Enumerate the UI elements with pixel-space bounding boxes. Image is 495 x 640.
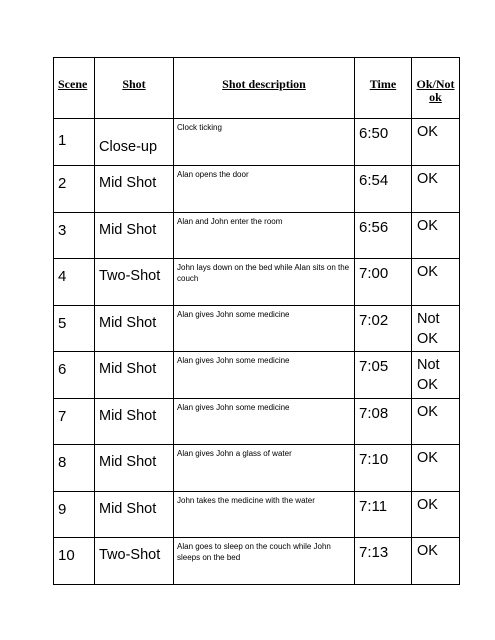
header-shot: Shot — [95, 58, 174, 119]
shot-type: Two-Shot — [95, 259, 174, 306]
ok-status: OK — [412, 445, 460, 492]
scene-number: 9 — [54, 491, 95, 538]
shot-description: Alan goes to sleep on the couch while John sleeps on the bed — [174, 538, 355, 585]
scene-number: 5 — [54, 305, 95, 352]
scene-number: 4 — [54, 259, 95, 306]
shot-type: Mid Shot — [95, 212, 174, 259]
shot-type: Close-up — [95, 119, 174, 166]
shot-description: Alan gives John some medicine — [174, 305, 355, 352]
shot-type: Mid Shot — [95, 305, 174, 352]
ok-status: OK — [412, 166, 460, 213]
scene-number: 1 — [54, 119, 95, 166]
shot-type: Mid Shot — [95, 445, 174, 492]
ok-status: OK — [412, 259, 460, 306]
shot-description: Alan gives John a glass of water — [174, 445, 355, 492]
shot-description: John takes the medicine with the water — [174, 491, 355, 538]
shot-type: Mid Shot — [95, 166, 174, 213]
ok-status: OK — [412, 538, 460, 585]
ok-status: Not OK — [412, 305, 460, 352]
table-row — [54, 119, 460, 166]
shot-description: Alan opens the door — [174, 166, 355, 213]
ok-status: Not OK — [412, 352, 460, 399]
shot-time: 7:10 — [355, 445, 412, 492]
ok-status: OK — [412, 212, 460, 259]
shot-description: Alan and John enter the room — [174, 212, 355, 259]
table-row — [54, 212, 460, 259]
shot-time: 6:56 — [355, 212, 412, 259]
shot-time: 6:50 — [355, 119, 412, 166]
table-row — [54, 538, 460, 585]
table-row — [54, 352, 460, 399]
header-row — [54, 58, 460, 119]
shot-description: Clock ticking — [174, 119, 355, 166]
ok-status: OK — [412, 398, 460, 445]
shot-description: Alan gives John some medicine — [174, 398, 355, 445]
table-row — [54, 445, 460, 492]
table-row — [54, 259, 460, 306]
header-scene: Scene — [54, 58, 95, 119]
shot-description: John lays down on the bed while Alan sits on the couch — [174, 259, 355, 306]
shot-description: Alan gives John some medicine — [174, 352, 355, 399]
header-time: Time — [355, 58, 412, 119]
scene-number: 7 — [54, 398, 95, 445]
shot-list-table — [53, 57, 460, 585]
shot-time: 6:54 — [355, 166, 412, 213]
shot-type: Mid Shot — [95, 352, 174, 399]
shot-type: Mid Shot — [95, 491, 174, 538]
shot-type: Mid Shot — [95, 398, 174, 445]
header-ok-not-ok: Ok/Not ok — [412, 58, 460, 119]
scene-number: 3 — [54, 212, 95, 259]
shot-time: 7:05 — [355, 352, 412, 399]
shot-time: 7:11 — [355, 491, 412, 538]
shot-type: Two-Shot — [95, 538, 174, 585]
table-row — [54, 166, 460, 213]
table-row — [54, 305, 460, 352]
shot-time: 7:08 — [355, 398, 412, 445]
scene-number: 8 — [54, 445, 95, 492]
scene-number: 2 — [54, 166, 95, 213]
ok-status: OK — [412, 491, 460, 538]
shot-time: 7:00 — [355, 259, 412, 306]
table-row — [54, 491, 460, 538]
shot-time: 7:02 — [355, 305, 412, 352]
header-shot-description: Shot description — [174, 58, 355, 119]
scene-number: 10 — [54, 538, 95, 585]
scene-number: 6 — [54, 352, 95, 399]
ok-status: OK — [412, 119, 460, 166]
table-row — [54, 398, 460, 445]
shot-time: 7:13 — [355, 538, 412, 585]
